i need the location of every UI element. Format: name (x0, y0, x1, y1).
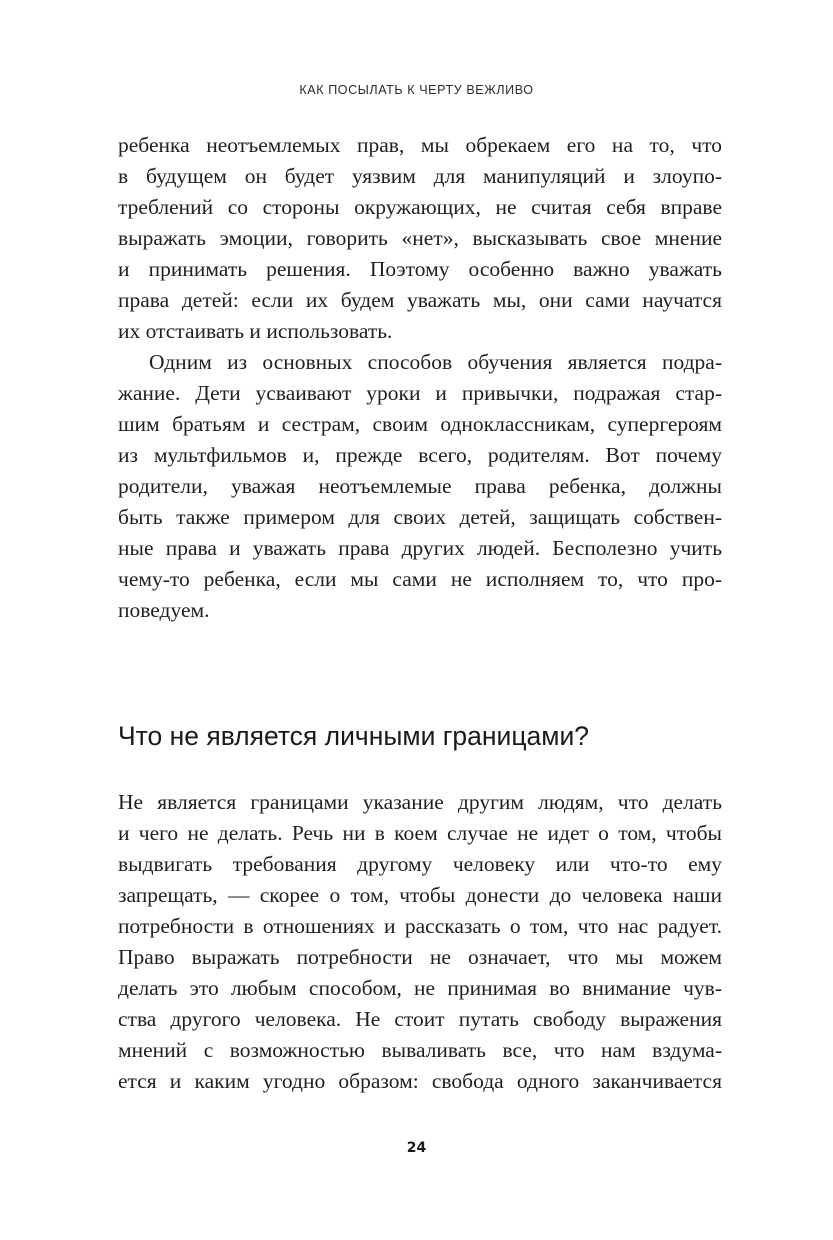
text-line: Одним из основных способов обучения является подра- (149, 350, 722, 374)
page-number: 24 (406, 1140, 427, 1156)
text-line: Не является границами указание другим людям, что делать (118, 790, 722, 814)
text-line: мнений с возможностью вываливать все, что нам вздума- (118, 1038, 722, 1062)
text-line: быть также примером для своих детей, защищать собствен- (118, 505, 722, 529)
text-line: жание. Дети усваивают уроки и привычки, подражая стар- (118, 381, 722, 405)
paragraph-boundaries (118, 787, 722, 1097)
paragraph-continuation (118, 130, 722, 347)
text-line: потребности в отношениях и рассказать о том, что нас радует. (118, 914, 722, 938)
text-line: ется и каким угодно образом: свобода одного заканчивается (118, 1069, 722, 1093)
text-line: их отстаивать и использовать. (118, 319, 393, 343)
text-line: чему-то ребенка, если мы сами не исполняем то, что про- (118, 567, 722, 591)
text-line: Право выражать потребности не означает, что мы можем (118, 945, 722, 969)
text-line: в будущем он будет уязвим для манипуляций и злоупо- (118, 164, 722, 188)
text-line: ные права и уважать права других людей. Бесполезно учить (118, 536, 722, 560)
text-line: права детей: если их будем уважать мы, они сами научатся (118, 288, 722, 312)
text-line: делать это любым способом, не принимая во внимание чув- (118, 976, 722, 1000)
section-heading: Что не является личными границами? (118, 721, 590, 751)
paragraph-imitation (118, 347, 722, 626)
running-head: КАК ПОСЫЛАТЬ К ЧЕРТУ ВЕЖЛИВО (299, 83, 534, 97)
text-line: и принимать решения. Поэтому особенно важно уважать (118, 257, 722, 281)
text-line: шим братьям и сестрам, своим одноклассникам, супергероям (118, 412, 722, 436)
text-line: ребенка неотъемлемых прав, мы обрекаем его на то, что (118, 133, 722, 157)
text-line: поведуем. (118, 598, 210, 622)
text-line: ства другого человека. Не стоит путать свободу выражения (118, 1007, 722, 1031)
text-line: выражать эмоции, говорить «нет», высказывать свое мнение (118, 226, 722, 250)
text-line: из мультфильмов и, прежде всего, родителям. Вот почему (118, 443, 722, 467)
text-line: выдвигать требования другому человеку или что-то ему (118, 852, 722, 876)
text-line: родители, уважая неотъемлемые права ребенка, должны (118, 474, 722, 498)
text-line: запрещать, — скорее о том, чтобы донести до человека наши (118, 883, 722, 907)
text-line: и чего не делать. Речь ни в коем случае не идет о том, чтобы (118, 821, 722, 845)
text-line: треблений со стороны окружающих, не считая себя вправе (118, 195, 722, 219)
